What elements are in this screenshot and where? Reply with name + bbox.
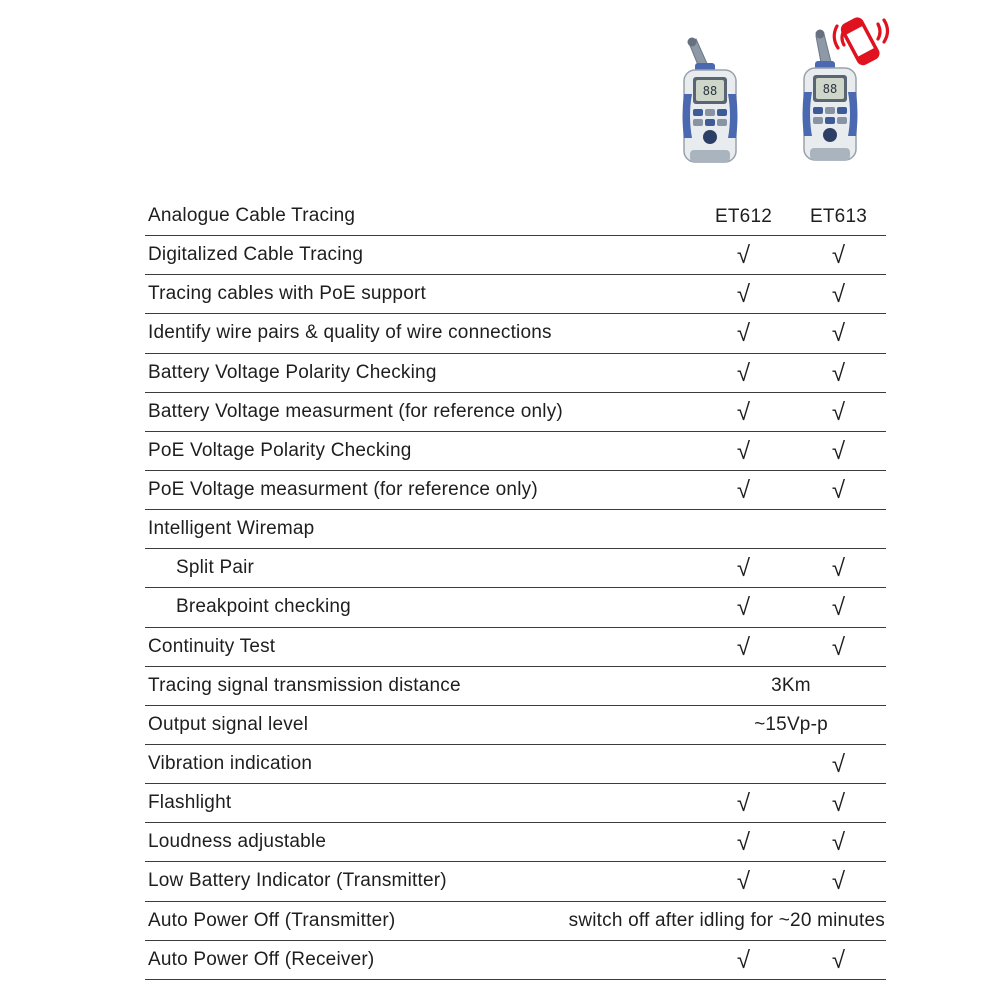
check-cell-et613: √: [831, 868, 846, 896]
column-header-et612: ET612: [715, 205, 772, 227]
table-row: [145, 314, 886, 353]
table-row: [145, 628, 886, 667]
check-cell-et612: √: [736, 946, 751, 974]
check-cell-et613: √: [831, 281, 846, 309]
table-row: [145, 549, 886, 588]
feature-label: Output signal level: [148, 713, 309, 735]
table-row: [145, 275, 886, 314]
check-cell-et613: √: [831, 320, 846, 348]
feature-label: Auto Power Off (Receiver): [148, 948, 375, 970]
check-cell-et612: [696, 763, 791, 765]
check-cell-et612: √: [736, 868, 751, 896]
feature-label: Split Pair: [176, 557, 255, 579]
span-value: ~15Vp-p: [754, 713, 828, 735]
device-lcd-text: 88: [822, 82, 838, 96]
check-cell-et613: √: [831, 946, 846, 974]
check-cell-et613: √: [831, 555, 846, 583]
check-cell-et612: [696, 528, 791, 530]
feature-label: Low Battery Indicator (Transmitter): [148, 870, 447, 892]
feature-label: PoE Voltage Polarity Checking: [148, 439, 412, 461]
table-row: [145, 667, 886, 706]
check-cell-et613: √: [831, 829, 846, 857]
check-cell-et612: √: [736, 320, 751, 348]
table-row: [145, 941, 886, 980]
feature-label: Continuity Test: [148, 635, 276, 657]
check-cell-et612: √: [736, 555, 751, 583]
feature-label: Analogue Cable Tracing: [148, 205, 356, 227]
table-row: [145, 471, 886, 510]
feature-label: Flashlight: [148, 792, 232, 814]
feature-label: Battery Voltage Polarity Checking: [148, 361, 437, 383]
device-et612-image: [660, 34, 760, 172]
comparison-table: [145, 197, 886, 980]
table-row: [145, 236, 886, 275]
span-value: 3Km: [771, 674, 811, 696]
column-header-et613: ET613: [810, 205, 867, 227]
table-row: [145, 902, 886, 941]
check-cell-et612: √: [736, 633, 751, 661]
feature-label: Intelligent Wiremap: [148, 518, 315, 540]
table-row: [145, 823, 886, 862]
check-cell-et613: √: [831, 594, 846, 622]
check-cell-et613: √: [831, 359, 846, 387]
table-row: [145, 745, 886, 784]
check-cell-et612: √: [736, 359, 751, 387]
check-cell-et613: √: [831, 633, 846, 661]
cable-tracer-et612-graphic: [660, 34, 760, 172]
feature-label: Auto Power Off (Transmitter): [148, 909, 396, 931]
feature-label: Vibration indication: [148, 753, 313, 775]
check-cell-et613: √: [831, 790, 846, 818]
check-cell-et612: √: [736, 829, 751, 857]
comparison-table-body: [145, 236, 886, 980]
table-row: [145, 393, 886, 432]
table-row: [145, 510, 886, 549]
check-cell-et613: [791, 528, 886, 530]
span-value: switch off after idling for ~20 minutes: [568, 909, 885, 931]
check-cell-et613: √: [831, 437, 846, 465]
table-row: [145, 432, 886, 471]
device-lcd-text: 88: [702, 84, 718, 98]
table-row: [145, 706, 886, 745]
feature-label: Tracing cables with PoE support: [148, 283, 426, 305]
check-cell-et612: √: [736, 477, 751, 505]
feature-label: Battery Voltage measurment (for reference only): [148, 400, 563, 422]
feature-label: Identify wire pairs & quality of wire connections: [148, 322, 552, 344]
vibration-icon: [824, 8, 896, 76]
table-row: [145, 354, 886, 393]
table-row: [145, 784, 886, 823]
feature-label: Tracing signal transmission distance: [148, 674, 461, 696]
feature-label: Breakpoint checking: [176, 596, 351, 618]
check-cell-et613: √: [831, 751, 846, 779]
feature-label: Loudness adjustable: [148, 831, 327, 853]
check-cell-et612: √: [736, 398, 751, 426]
table-row: [145, 588, 886, 627]
check-cell-et613: √: [831, 242, 846, 270]
check-cell-et612: √: [736, 594, 751, 622]
check-cell-et612: √: [736, 281, 751, 309]
check-cell-et613: √: [831, 398, 846, 426]
table-row: [145, 862, 886, 901]
check-cell-et612: √: [736, 790, 751, 818]
feature-label: Digitalized Cable Tracing: [148, 244, 364, 266]
table-header-row: [145, 197, 886, 236]
feature-label: PoE Voltage measurment (for reference only): [148, 479, 538, 501]
product-images: [652, 12, 902, 167]
check-cell-et612: √: [736, 437, 751, 465]
check-cell-et612: √: [736, 242, 751, 270]
check-cell-et613: √: [831, 477, 846, 505]
